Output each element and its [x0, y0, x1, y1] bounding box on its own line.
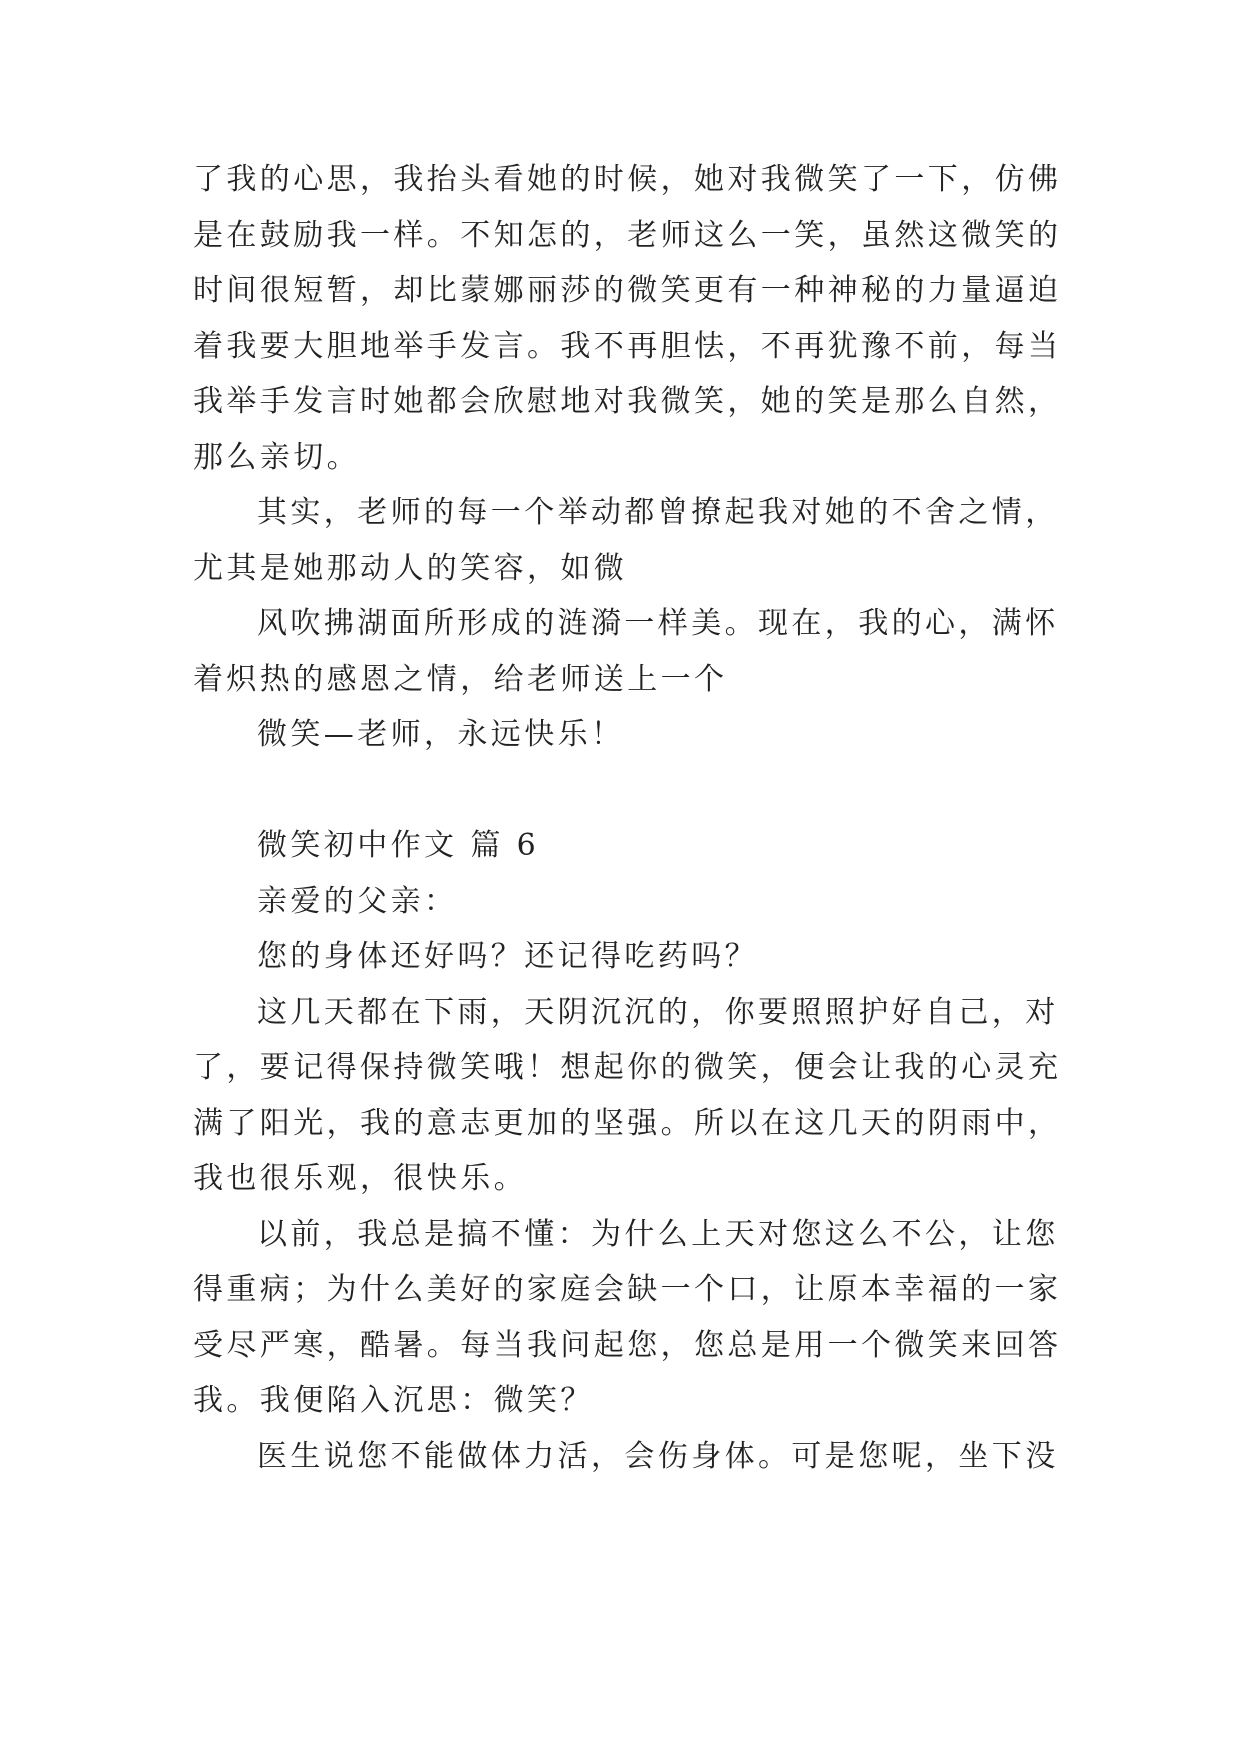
text-line: 了我的心思，我抬头看她的时候，她对我微笑了一下，仿佛	[193, 162, 1062, 197]
text-line: 受尽严寒，酷暑。每当我问起您，您总是用一个微笑来回答	[193, 1328, 1062, 1363]
text-line: 我也很乐观，很快乐。	[193, 1161, 527, 1196]
text-line: 那么亲切。	[193, 440, 360, 475]
text-line: 我举手发言时她都会欣慰地对我微笑，她的笑是那么自然，	[193, 384, 1062, 419]
text-line: 得重病；为什么美好的家庭会缺一个口，让原本幸福的一家	[193, 1272, 1062, 1307]
text-line: 风吹拂湖面所形成的涟漪一样美。现在，我的心，满怀	[257, 606, 1059, 641]
text-line: 其实，老师的每一个举动都曾撩起我对她的不舍之情，	[257, 495, 1059, 530]
text-line: 满了阳光，我的意志更加的坚强。所以在这几天的阴雨中，	[193, 1106, 1062, 1141]
text-line: 着我要大胆地举手发言。我不再胆怯，不再犹豫不前，每当	[193, 329, 1062, 364]
text-line: 着炽热的感恩之情，给老师送上一个	[193, 662, 728, 697]
text-line: 我。我便陷入沉思：微笑？	[193, 1383, 594, 1418]
text-line: 尤其是她那动人的笑容，如微	[193, 551, 628, 586]
text-line: 了，要记得保持微笑哦！想起你的微笑，便会让我的心灵充	[193, 1050, 1062, 1085]
text-line: 时间很短暂，却比蒙娜丽莎的微笑更有一种神秘的力量逼迫	[193, 273, 1062, 308]
text-line: 以前，我总是搞不懂：为什么上天对您这么不公，让您	[257, 1217, 1059, 1252]
text-line: 您的身体还好吗？还记得吃药吗？	[257, 939, 758, 974]
salutation: 亲爱的父亲：	[257, 884, 458, 919]
text-line: 是在鼓励我一样。不知怎的，老师这么一笑，虽然这微笑的	[193, 218, 1062, 253]
text-line: 医生说您不能做体力活，会伤身体。可是您呢，坐下没	[257, 1439, 1059, 1474]
text-line: 微笑—老师，永远快乐！	[257, 717, 625, 752]
text-line: 这几天都在下雨，天阴沉沉的，你要照照护好自己，对	[257, 995, 1059, 1030]
section-heading: 微笑初中作文 篇 6	[257, 828, 540, 863]
